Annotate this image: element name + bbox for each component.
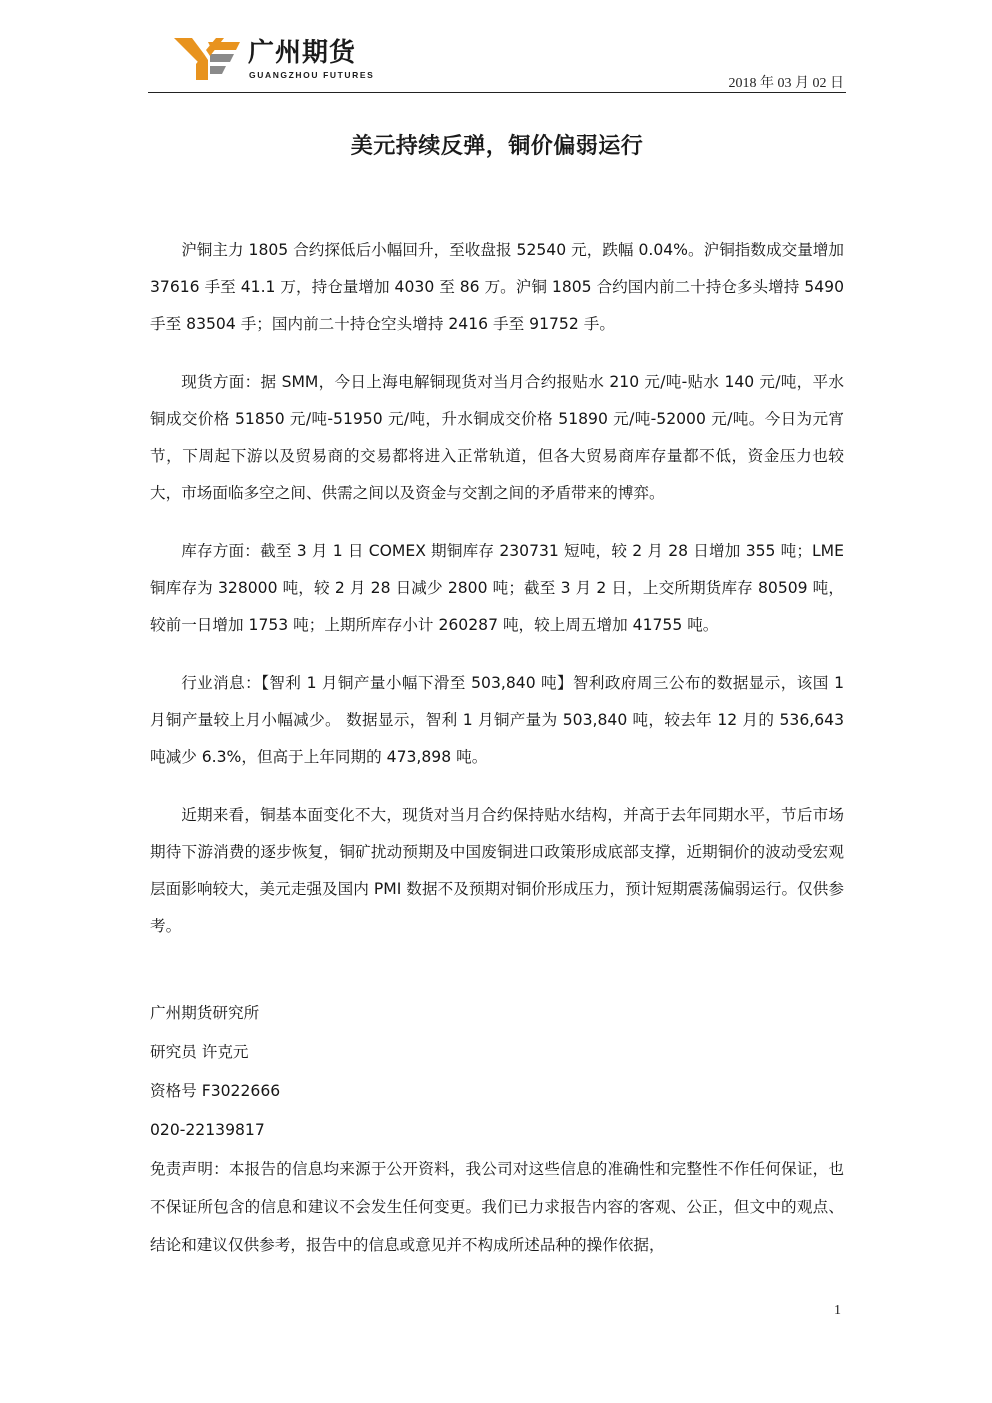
brand-name-en: GUANGZHOU FUTURES xyxy=(249,70,375,80)
brand-name-cn: 广州期货 xyxy=(248,38,357,68)
page-header xyxy=(148,30,846,94)
paragraph-spot-market: 现货方面：据 SMM，今日上海电解铜现货对当月合约报贴水 210 元/吨-贴水 140 元/吨，平水铜成交价格 51850 元/吨-51950 元/吨，升水铜成交价格 51890 元/吨-52000 元/吨。今日为元宵节，下周起下游以及贸易商的交易都将进入正常轨道，但各大贸易商库存量都不低，资金压力也较大，市场面临多空之间、供需之间以及资金与交割之间的矛盾带来的博弈。 xyxy=(150,373,844,502)
report-title: 美元持续反弹，铜价偏弱运行 xyxy=(350,134,644,159)
paragraph-outlook: 近期来看，铜基本面变化不大，现货对当月合约保持贴水结构，并高于去年同期水平，节后市场期待下游消费的逐步恢复，铜矿扰动预期及中国废铜进口政策形成底部支撑，近期铜价的波动受宏观层面影响较大，美元走强及国内 PMI 数据不及预期对铜价形成压力，预计短期震荡偏弱运行。仅供参考。 xyxy=(150,806,844,935)
report-date: 2018 年 03 月 02 日 xyxy=(728,76,844,91)
report-body xyxy=(150,232,844,966)
signature-block xyxy=(150,994,844,1264)
institute-name: 广州期货研究所 xyxy=(150,1004,260,1022)
contact-phone: 020-22139817 xyxy=(150,1121,265,1139)
paragraph-market-summary: 沪铜主力 1805 合约探低后小幅回升，至收盘报 52540 元，跌幅 0.04%。沪铜指数成交量增加 37616 手至 41.1 万，持仓量增加 4030 至 86 万。沪铜 1805 合约国内前二十持仓多头增持 5490 手至 83504 手；国内前二十持仓空头增持 2416 手至 91752 手。 xyxy=(150,241,844,333)
paragraph-inventory: 库存方面：截至 3 月 1 日 COMEX 期铜库存 230731 短吨，较 2 月 28 日增加 355 吨；LME 铜库存为 328000 吨，较 2 月 28 日减少 2800 吨；截至 3 月 2 日，上交所期货库存 80509 吨，较前一日增加 1753 吨；上期所库存小计 260287 吨，较上周五增加 41755 吨。 xyxy=(150,542,844,634)
page-number: 1 xyxy=(834,1303,841,1318)
disclaimer-text: 免责声明：本报告的信息均来源于公开资料，我公司对这些信息的准确性和完整性不作任何保证，也不保证所包含的信息和建议不会发生任何变更。我们已力求报告内容的客观、公正，但文中的观点、结论和建议仅供参考，报告中的信息或意见并不构成所述品种的操作依据， xyxy=(150,1160,844,1254)
header-divider xyxy=(148,92,846,93)
guangzhou-futures-logo-icon xyxy=(174,38,240,80)
researcher-name: 研究员 许克元 xyxy=(150,1043,249,1061)
paragraph-industry-news: 行业消息：【智利 1 月铜产量小幅下滑至 503,840 吨】智利政府周三公布的数据显示，该国 1 月铜产量较上月小幅减少。 数据显示，智利 1 月铜产量为 503,840 吨，较去年 12 月的 536,643 吨减少 6.3%，但高于上年同期的 473,898 吨。 xyxy=(150,674,844,766)
license-number: 资格号 F3022666 xyxy=(150,1082,281,1100)
